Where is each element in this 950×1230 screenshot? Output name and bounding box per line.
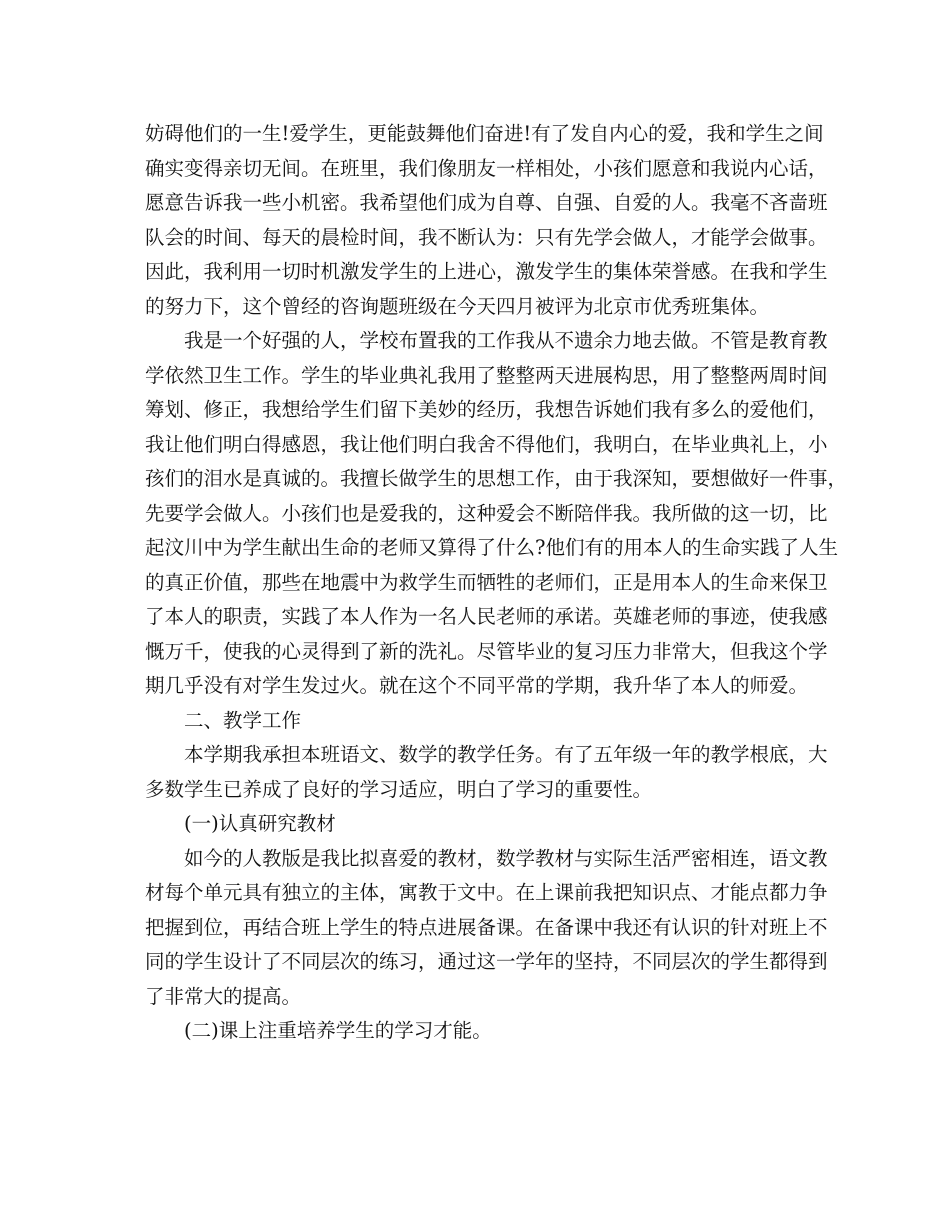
text-line: 的努力下，这个曾经的咨询题班级在今天四月被评为北京市优秀班集体。: [145, 294, 770, 318]
text-line: 队会的时间、每天的晨检时间，我不断认为：只有先学会做人，才能学会做事。: [145, 225, 828, 249]
subsection-heading: [145, 807, 805, 842]
heading-text: 二、教学工作: [184, 708, 302, 732]
text-line: 学依然卫生工作。学生的毕业典礼我用了整整两天进展构思，用了整整两周时间: [145, 363, 828, 387]
text-line: 如今的人教版是我比拟喜爱的教材，数学教材与实际生活严密相连，语文教: [184, 846, 828, 870]
text-line: 把握到位，再结合班上学生的特点进展备课。在备课中我还有认识的针对班上不: [145, 915, 828, 939]
text-line: 先要学会做人。小孩们也是爱我的，这种爱会不断陪伴我。我所做的这一切，比: [145, 501, 828, 525]
text-line: 确实变得亲切无间。在班里，我们像朋友一样相处，小孩们愿意和我说内心话，: [145, 156, 828, 180]
text-line: 我让他们明白得感恩，我让他们明白我舍不得他们，我明白，在毕业典礼上，小: [145, 432, 828, 456]
document-body: [145, 117, 848, 1049]
text-line: 多数学生已养成了良好的学习适应，明白了学习的重要性。: [145, 777, 653, 801]
text-line: 妨碍他们的一生!爱学生，更能鼓舞他们奋进!有了发自内心的爱，我和学生之间: [145, 122, 824, 145]
subsection-heading: [145, 1014, 805, 1049]
section-heading: [145, 704, 805, 739]
paragraph: [145, 842, 828, 1015]
text-line: 起汶川中为学生献出生命的老师又算得了什么?他们有的用本人的生命实践了人生: [145, 536, 838, 559]
text-line: 本学期我承担本班语文、数学的教学任务。有了五年级一年的教学根底，大: [184, 743, 828, 766]
text-line: 愿意告诉我一些小机密。我希望他们成为自尊、自强、自爱的人。我毫不吝啬班: [145, 191, 828, 214]
text-line: 了非常大的提高。: [145, 984, 302, 1008]
text-line: 孩们的泪水是真诚的。我擅长做学生的思想工作，由于我深知，要想做好一件事，: [145, 467, 848, 490]
text-line: 筹划、修正，我想给学生们留下美妙的经历，我想告诉她们我有多么的爱他们，: [145, 398, 828, 421]
paragraph: [145, 117, 828, 324]
text-line: 期几乎没有对学生发过火。就在这个不同平常的学期，我升华了本人的师爱。: [145, 674, 809, 697]
text-line: 的真正价值，那些在地震中为救学生而牺牲的老师们，正是用本人的生命来保卫: [145, 570, 828, 594]
text-line: 材每个单元具有独立的主体，寓教于文中。在上课前我把知识点、才能点都力争: [145, 881, 828, 904]
heading-text: (一)认真研究教材: [184, 812, 336, 835]
text-line: 慨万千，使我的心灵得到了新的洗礼。尽管毕业的复习压力非常大，但我这个学: [145, 639, 828, 663]
text-line: 了本人的职责，实践了本人作为一名人民老师的承诺。英雄老师的事迹，使我感: [145, 605, 828, 628]
text-line: 因此，我利用一切时机激发学生的上进心，激发学生的集体荣誉感。在我和学生: [145, 260, 828, 283]
paragraph: [145, 324, 848, 704]
heading-text: (二)课上注重培养学生的学习才能。: [184, 1019, 492, 1042]
text-line: 同的学生设计了不同层次的练习，通过这一学年的坚持，不同层次的学生都得到: [145, 950, 828, 973]
paragraph: [145, 738, 828, 807]
text-line: 我是一个好强的人，学校布置我的工作我从不遗余力地去做。不管是教育教: [184, 329, 828, 352]
